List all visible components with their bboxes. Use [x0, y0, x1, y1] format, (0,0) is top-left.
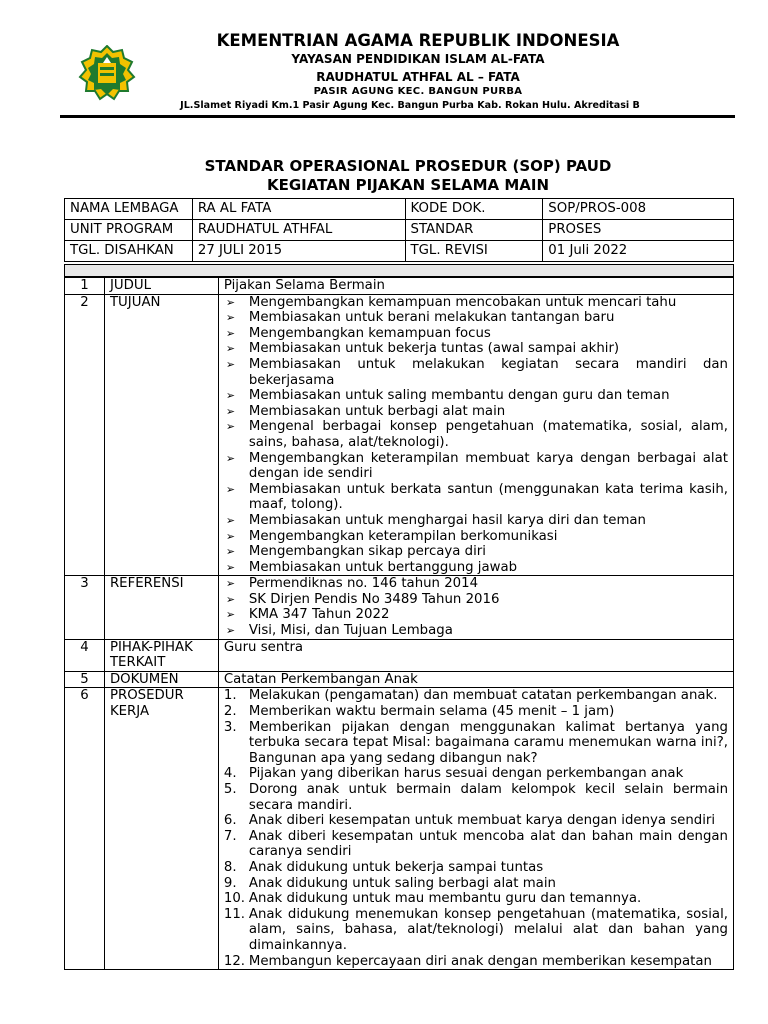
meta-row: [65, 199, 734, 220]
separator-band: [64, 264, 734, 277]
list-item: [224, 704, 728, 720]
step-number: 8.: [223, 859, 237, 875]
list-item: [224, 829, 728, 860]
list-item: [224, 782, 728, 813]
header-divider: [60, 115, 735, 118]
step-number: 2.: [223, 704, 237, 720]
district-name: PASIR AGUNG KEC. BANGUN PURBA: [313, 86, 523, 97]
meta-value: RA AL FATA: [192, 199, 405, 220]
list-item: [224, 954, 728, 970]
step-text: Pijakan yang diberikan harus sesuai dengan perkembangan anak: [248, 766, 684, 782]
list-item: [224, 720, 728, 767]
row-label: REFERENSI: [104, 576, 218, 639]
meta-label: STANDAR: [405, 220, 543, 241]
row-number: 2: [65, 294, 105, 576]
row-judul: [65, 278, 734, 295]
step-text: Memberikan waktu bermain selama (45 menit – 1 jam): [248, 704, 615, 720]
step-number: 3.: [223, 719, 237, 735]
row-prosedur-kerja: [65, 688, 734, 970]
row-number: 6: [65, 688, 105, 970]
list-item: [224, 891, 728, 907]
step-text: Anak didukung menemukan konsep pengetahuan (matematika, sosial, alam, sains, bahasa, alat/teknologi) melalui alat dan bahan yang dimainkannya.: [248, 906, 728, 953]
list-item: ➢ Visi, Misi, dan Tujuan Lembaga: [224, 623, 728, 639]
step-number: 1.: [223, 688, 237, 704]
list-item: ➢ Mengembangkan kemampuan focus: [224, 326, 728, 342]
row-number: 5: [65, 671, 105, 688]
row-value: Pijakan Selama Bermain: [218, 278, 733, 295]
list-item: ➢ Membiasakan untuk saling membantu dengan guru dan teman: [224, 388, 728, 404]
list-item: ➢ Mengembangkan kemampuan mencobakan untuk mencari tahu: [224, 295, 728, 311]
step-text: Membangun kepercayaan diri anak dengan memberikan kesempatan: [248, 953, 712, 969]
meta-value: RAUDHATUL ATHFAL: [192, 220, 405, 241]
list-item: ➢ Permendiknas no. 146 tahun 2014: [224, 576, 728, 592]
row-label: TUJUAN: [104, 294, 218, 576]
separator-cell: [65, 265, 734, 277]
row-number: 4: [65, 639, 105, 671]
step-number: 10.: [223, 891, 246, 907]
meta-label: TGL. REVISI: [405, 241, 543, 262]
school-name: RAUDHATUL ATHFAL AL – FATA: [316, 70, 520, 84]
ministry-name: KEMENTRIAN AGAMA REPUBLIK INDONESIA: [216, 31, 620, 50]
meta-row: [65, 220, 734, 241]
meta-value: SOP/PROS-008: [543, 199, 734, 220]
list-item: ➢ SK Dirjen Pendis No 3489 Tahun 2016: [224, 592, 728, 608]
row-value: Catatan Perkembangan Anak: [218, 671, 733, 688]
step-text: Memberikan pijakan dengan menggunakan kalimat bertanya yang terbuka secara tepat Misal: bagaimana caramu menemukan warna ini?, Bangunan apa yang sedang dibangun nak?: [248, 719, 728, 766]
row-value: [218, 576, 733, 639]
list-item: ➢ Mengembangkan keterampilan berkomunikasi: [224, 529, 728, 545]
step-text: Anak diberi kesempatan untuk mencoba alat dan bahan main dengan caranya sendiri: [248, 828, 728, 860]
row-label: PIHAK-PIHAK TERKAIT: [104, 639, 218, 671]
list-item: ➢ Membiasakan untuk berkata santun (menggunakan kata terima kasih, maaf, tolong).: [224, 482, 728, 513]
meta-label: NAMA LEMBAGA: [65, 199, 193, 220]
list-item: ➢ Mengenal berbagai konsep pengetahuan (matematika, sosial, alam, sains, bahasa, alat/teknologi).: [224, 419, 728, 450]
row-referensi: [65, 576, 734, 639]
list-item: ➢ Mengembangkan sikap percaya diri: [224, 544, 728, 560]
foundation-name: YAYASAN PENDIDIKAN ISLAM AL-FATA: [291, 52, 545, 66]
step-number: 11.: [223, 906, 246, 922]
row-pihak-terkait: [65, 639, 734, 671]
meta-value: 01 Juli 2022: [543, 241, 734, 262]
list-item: ➢ KMA 347 Tahun 2022: [224, 607, 728, 623]
row-number: 1: [65, 278, 105, 295]
row-value: [218, 294, 733, 576]
step-text: Anak didukung untuk mau membantu guru dan temannya.: [248, 891, 642, 907]
step-text: Anak diberi kesempatan untuk membuat karya dengan idenya sendiri: [248, 813, 716, 829]
list-item: ➢ Membiasakan untuk berani melakukan tantangan baru: [224, 310, 728, 326]
list-item: [224, 876, 728, 892]
row-value: Guru sentra: [218, 639, 733, 671]
row-label: PROSEDUR KERJA: [104, 688, 218, 970]
step-text: Anak didukung untuk saling berbagi alat main: [248, 875, 556, 891]
prosedur-list: [224, 688, 728, 969]
meta-label: TGL. DISAHKAN: [65, 241, 193, 262]
step-number: 9.: [223, 875, 237, 891]
list-item: ➢ Membiasakan untuk berbagi alat main: [224, 404, 728, 420]
list-item: ➢ Membiasakan untuk melakukan kegiatan secara mandiri dan bekerjasama: [224, 357, 728, 388]
step-number: 6.: [223, 813, 237, 829]
list-item: ➢ Membiasakan untuk bekerja tuntas (awal sampai akhir): [224, 341, 728, 357]
list-item: [224, 860, 728, 876]
meta-row: [65, 241, 734, 262]
step-number: 5.: [223, 782, 237, 797]
row-number: 3: [65, 576, 105, 639]
step-number: 12.: [223, 953, 246, 969]
step-text: Melakukan (pengamatan) dan membuat catatan perkembangan anak.: [248, 688, 718, 704]
meta-label: UNIT PROGRAM: [65, 220, 193, 241]
list-item: [224, 766, 728, 782]
list-item: [224, 907, 728, 954]
list-item: ➢ Membiasakan untuk menghargai hasil karya diri dan teman: [224, 513, 728, 529]
sop-title-line1: STANDAR OPERASIONAL PROSEDUR (SOP) PAUD: [204, 157, 612, 175]
row-value: [218, 688, 733, 970]
step-text: Anak didukung untuk bekerja sampai tuntas: [248, 859, 544, 875]
row-dokumen: [65, 671, 734, 688]
document-meta-table: [64, 198, 734, 262]
list-item: [224, 688, 728, 704]
meta-value: PROSES: [543, 220, 734, 241]
meta-value: 27 JULI 2015: [192, 241, 405, 262]
tujuan-list: [224, 295, 728, 576]
sop-title-line2: KEGIATAN PIJAKAN SELAMA MAIN: [266, 176, 550, 194]
row-label: DOKUMEN: [104, 671, 218, 688]
list-item: ➢ Mengembangkan keterampilan membuat karya dengan berbagai alat dengan ide sendiri: [224, 451, 728, 482]
sop-content-table: [64, 277, 734, 970]
row-tujuan: [65, 294, 734, 576]
list-item: ➢ Membiasakan untuk bertanggung jawab: [224, 560, 728, 576]
step-number: 7.: [223, 828, 237, 844]
school-address: JL.Slamet Riyadi Km.1 Pasir Agung Kec. Bangun Purba Kab. Rokan Hulu. Akreditasi B: [180, 100, 640, 111]
meta-label: KODE DOK.: [405, 199, 543, 220]
step-text: Dorong anak untuk bermain dalam kelompok kecil selain bermain secara mandiri.: [248, 782, 728, 813]
list-item: [224, 813, 728, 829]
row-label: JUDUL: [104, 278, 218, 295]
referensi-list: [224, 576, 728, 638]
step-number: 4.: [223, 766, 237, 782]
